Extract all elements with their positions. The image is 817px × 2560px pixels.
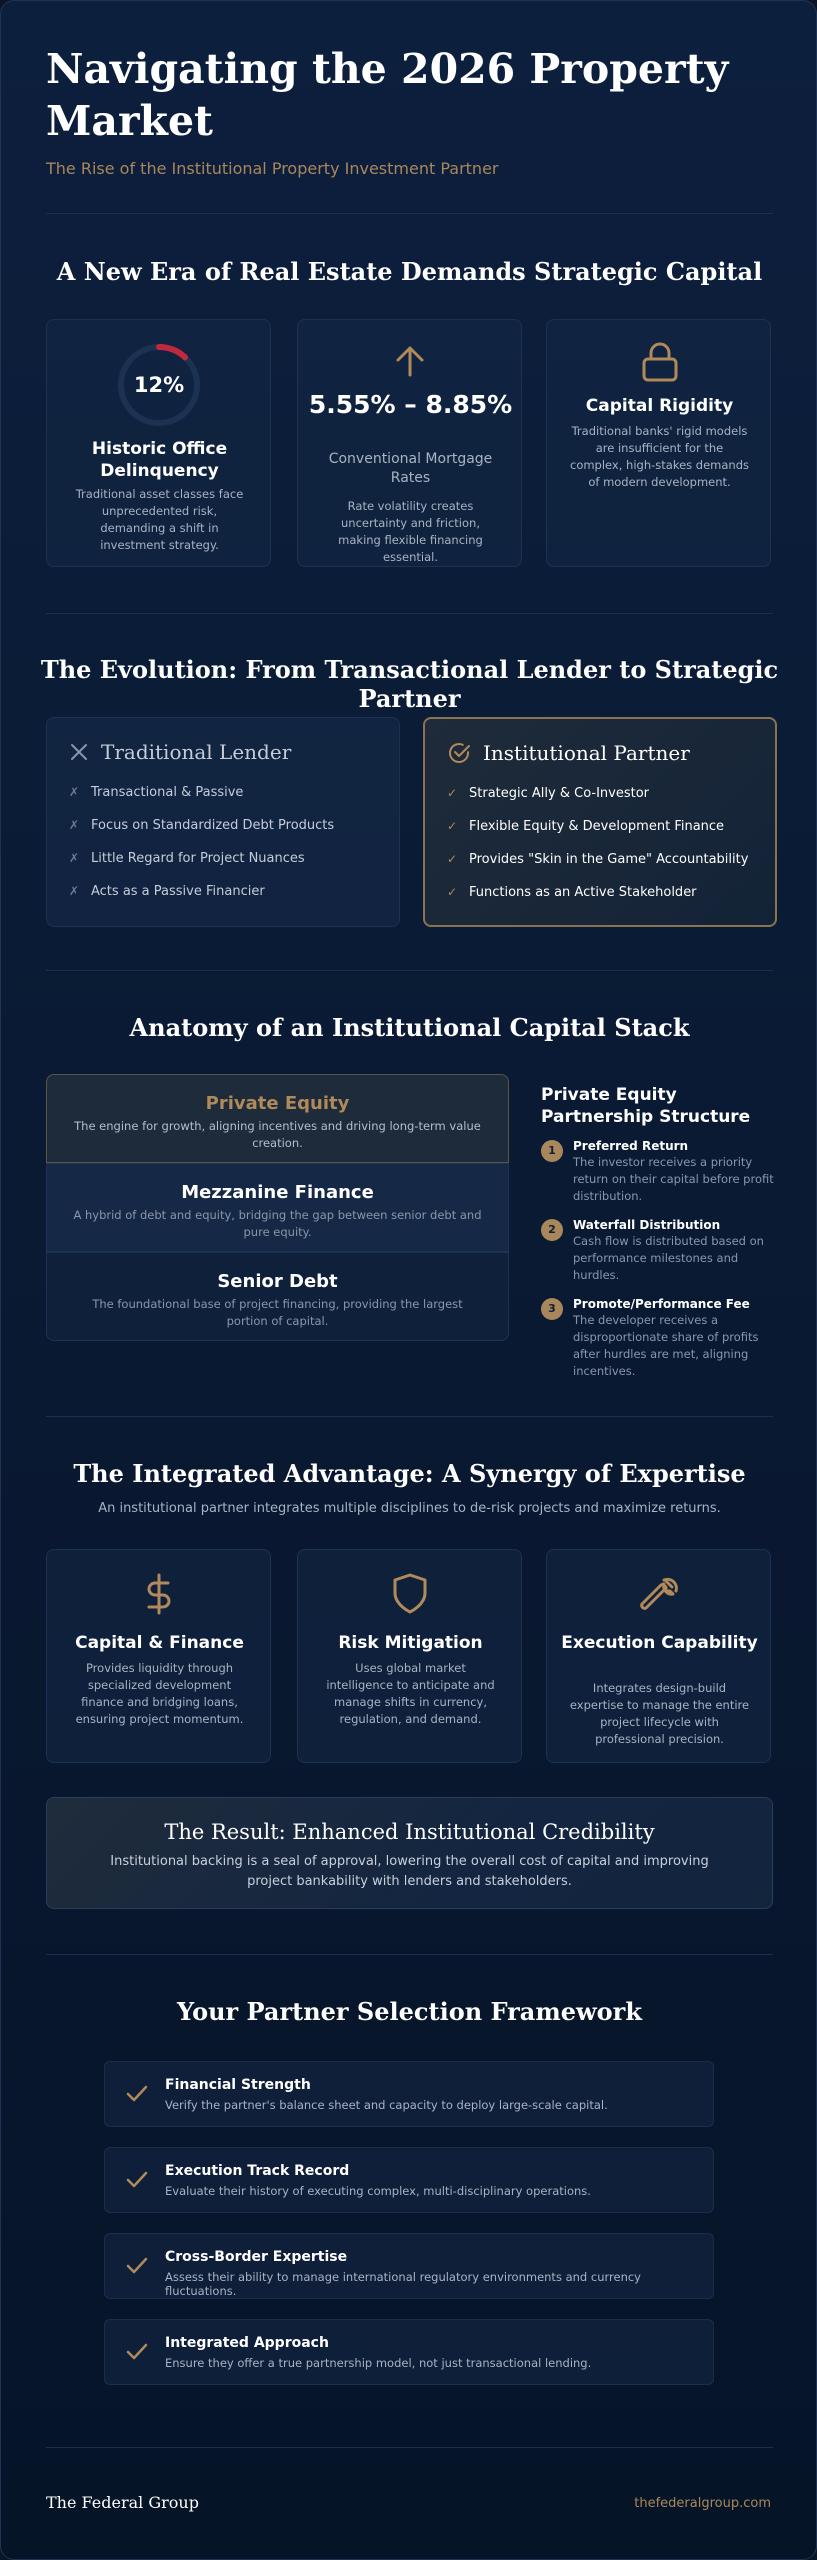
mortgage-rate-label: Conventional Mortgage Rates (328, 451, 493, 486)
step-desc: The investor receives a priority return on their capital before profit distribution. (573, 1155, 774, 1203)
check-mark-icon: ✓ (447, 852, 458, 866)
framework-section-title: Your Partner Selection Framework (177, 1997, 642, 2026)
list-item: ✓ Strategic Ally & Co-Investor (447, 786, 650, 801)
layer-desc: The engine for growth, aligning incentives and driving long-term value creation. (74, 1119, 481, 1150)
check-mark-icon: ✓ (447, 885, 458, 899)
framework-item-desc: Evaluate their history of executing complex, multi-disciplinary operations. (165, 2184, 591, 2198)
stat-card-title: Historic Office Delinquency (91, 439, 228, 481)
institutional-partner-card (423, 717, 777, 927)
list-item: ✗ Focus on Standardized Debt Products (69, 818, 335, 833)
check-icon (125, 2168, 149, 2192)
traditional-lender-list (69, 784, 334, 916)
era-section-title: A New Era of Real Estate Demands Strategic Capital (56, 257, 763, 286)
traditional-lender-card (46, 717, 400, 927)
stack-layer-senior-debt (46, 1252, 509, 1341)
framework-item-desc: Assess their ability to manage international regulatory environments and currency fluctuations. (165, 2270, 641, 2298)
advantage-section-title: The Integrated Advantage: A Synergy of Expertise (73, 1459, 746, 1488)
mortgage-rate-value: 5.55% – 8.85% (308, 390, 513, 419)
pe-step (541, 1217, 781, 1284)
x-mark-icon: ✗ (69, 884, 80, 898)
stat-card-desc: Traditional banks' rigid models are insufficient for the complex, high-stakes demands of modern development. (570, 424, 749, 489)
wrench-icon (637, 1572, 681, 1616)
framework-item-desc: Verify the partner's balance sheet and capacity to deploy large-scale capital. (165, 2098, 608, 2112)
evolution-section-title: The Evolution: From Transactional Lender to Strategic Partner (40, 655, 779, 713)
framework-item-title: Integrated Approach (165, 2335, 329, 2351)
framework-item-title: Execution Track Record (165, 2163, 350, 2179)
advantage-card-execution (546, 1549, 771, 1763)
step-number-badge: 1 (541, 1140, 563, 1162)
step-title: Promote/Performance Fee (573, 1297, 750, 1311)
divider (46, 970, 773, 971)
list-item: ✗ Acts as a Passive Financier (69, 884, 265, 899)
footer-website-link[interactable]: thefederalgroup.com (634, 2496, 771, 2511)
list-item: ✗ Transactional & Passive (69, 785, 244, 800)
framework-item-track-record (104, 2147, 714, 2213)
stat-card-mortgage-rates (297, 319, 522, 567)
stat-card-title: Capital Rigidity (585, 396, 734, 416)
framework-item-financial-strength (104, 2061, 714, 2127)
advantage-card-title: Execution Capability (561, 1633, 758, 1653)
advantage-card-title: Capital & Finance (75, 1633, 244, 1653)
dollar-icon (137, 1572, 181, 1616)
layer-desc: The foundational base of project financing, providing the largest portion of capital. (92, 1297, 463, 1328)
institutional-partner-title: Institutional Partner (483, 741, 690, 765)
result-title: The Result: Enhanced Institutional Credibility (164, 1820, 655, 1844)
advantage-card-title: Risk Mitigation (338, 1633, 483, 1653)
divider (46, 613, 773, 614)
result-desc: Institutional backing is a seal of approval, lowering the overall cost of capital and improving project bankability with lenders and stakeholders. (110, 1854, 709, 1889)
capital-stack (46, 1074, 509, 1341)
advantage-card-desc: Uses global market intelligence to anticipate and manage shifts in currency, regulation, and demand. (326, 1661, 495, 1726)
layer-title: Mezzanine Finance (181, 1182, 374, 1203)
page-title: Navigating the 2026 Property Market (46, 45, 729, 145)
layer-desc: A hybrid of debt and equity, bridging the gap between senior debt and pure equity. (73, 1208, 482, 1239)
x-mark-icon: ✗ (69, 818, 80, 832)
institutional-partner-list (447, 785, 748, 917)
x-icon (69, 742, 89, 762)
x-mark-icon: ✗ (69, 851, 80, 865)
list-item: ✓ Functions as an Active Stakeholder (447, 885, 697, 900)
stat-card-delinquency (46, 319, 271, 567)
x-mark-icon: ✗ (69, 785, 80, 799)
footer-brand: The Federal Group (46, 2493, 199, 2512)
framework-item-desc: Ensure they offer a true partnership model, not just transactional lending. (165, 2356, 592, 2370)
layer-title: Senior Debt (217, 1271, 338, 1292)
step-title: Preferred Return (573, 1139, 689, 1153)
step-number-badge: 2 (541, 1219, 563, 1241)
framework-item-title: Financial Strength (165, 2077, 311, 2093)
pe-step (541, 1138, 781, 1205)
step-title: Waterfall Distribution (573, 1218, 721, 1232)
framework-item-cross-border (104, 2233, 714, 2299)
advantage-card-risk (297, 1549, 522, 1763)
lock-icon (641, 342, 679, 382)
page-subtitle: The Rise of the Institutional Property Investment Partner (46, 159, 499, 178)
step-desc: Cash flow is distributed based on performance milestones and hurdles. (573, 1234, 764, 1282)
advantage-subtitle: An institutional partner integrates multiple disciplines to de-risk projects and maximize returns. (98, 1501, 721, 1516)
check-icon (125, 2340, 149, 2364)
check-circle-icon (447, 741, 471, 765)
step-number-badge: 3 (541, 1298, 563, 1320)
check-icon (125, 2082, 149, 2106)
divider (46, 1416, 773, 1417)
check-icon (125, 2254, 149, 2278)
pe-structure-panel (541, 1084, 781, 1392)
check-mark-icon: ✓ (447, 786, 458, 800)
list-item: ✓ Provides "Skin in the Game" Accountability (447, 852, 749, 867)
layer-title: Private Equity (205, 1093, 350, 1114)
stat-card-desc: Rate volatility creates uncertainty and friction, making flexible financing essential. (338, 499, 483, 564)
shield-icon (388, 1572, 432, 1616)
pe-structure-title: Private Equity Partnership Structure (541, 1085, 751, 1127)
result-banner (46, 1797, 773, 1909)
divider (46, 213, 773, 214)
stat-card-capital-rigidity (546, 319, 771, 567)
advantage-card-capital (46, 1549, 271, 1763)
divider (46, 2447, 773, 2448)
stack-layer-mezzanine (46, 1163, 509, 1252)
traditional-lender-title: Traditional Lender (101, 740, 292, 764)
step-desc: The developer receives a disproportionate share of profits after hurdles are met, aligning incentives. (573, 1313, 759, 1378)
list-item: ✗ Little Regard for Project Nuances (69, 851, 305, 866)
delinquency-value: 12% (133, 373, 185, 397)
framework-item-title: Cross-Border Expertise (165, 2249, 348, 2265)
stat-card-desc: Traditional asset classes face unprecedented risk, demanding a shift in investment strategy. (75, 487, 244, 552)
arrow-up-icon (393, 344, 427, 378)
advantage-card-desc: Integrates design-build expertise to manage the entire project lifecycle with professional precision. (569, 1681, 750, 1746)
pe-step (541, 1296, 781, 1380)
divider (46, 1954, 773, 1955)
stack-section-title: Anatomy of an Institutional Capital Stack (129, 1013, 690, 1042)
advantage-card-desc: Provides liquidity through specialized development finance and bridging loans, ensuring project momentum. (75, 1661, 244, 1726)
list-item: ✓ Flexible Equity & Development Finance (447, 819, 725, 834)
stack-layer-private-equity (46, 1074, 509, 1163)
check-mark-icon: ✓ (447, 819, 458, 833)
framework-item-integrated (104, 2319, 714, 2385)
